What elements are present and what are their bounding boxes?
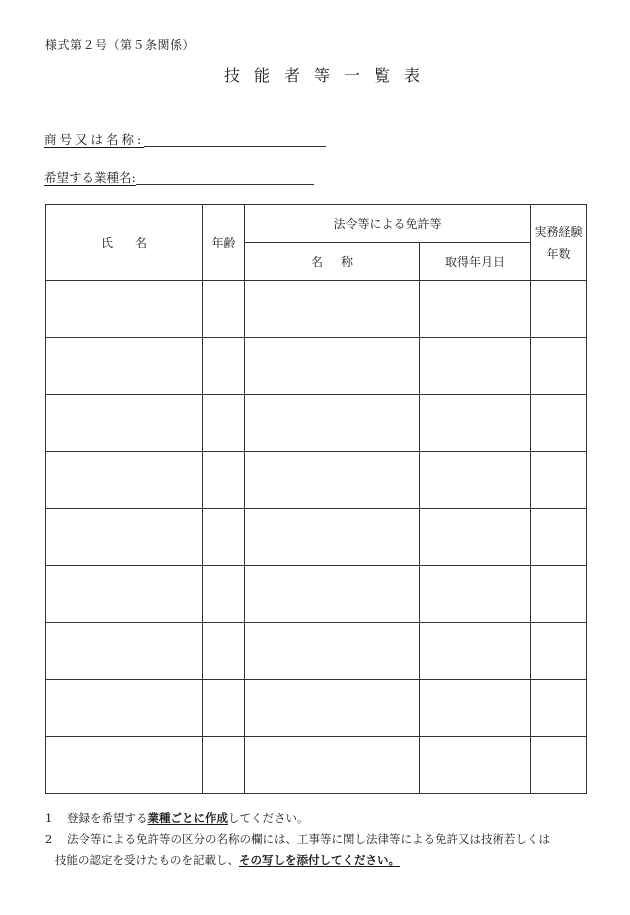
- cell-name[interactable]: [46, 737, 203, 794]
- cell-age[interactable]: [203, 737, 245, 794]
- notes: [45, 808, 595, 871]
- cell-name[interactable]: [46, 395, 203, 452]
- note-2-continuation: [45, 850, 595, 871]
- cell-age[interactable]: [203, 566, 245, 623]
- note-2-emphasis: その写しを添付してください。: [239, 853, 400, 867]
- cell-license-name[interactable]: [245, 395, 420, 452]
- technician-roster-table: [45, 204, 587, 794]
- note-2-number: 2: [45, 832, 53, 846]
- col-header-acquired-date: 取得年月日: [420, 243, 531, 281]
- note-1-text-before: 登録を希望する: [67, 811, 148, 825]
- note-1-number: 1: [45, 811, 53, 825]
- col-header-name: 氏名: [46, 205, 203, 281]
- cell-experience[interactable]: [531, 338, 587, 395]
- trade-name-input-line[interactable]: [144, 145, 326, 147]
- note-1: [45, 808, 595, 829]
- table-row: [46, 281, 587, 338]
- cell-acquired-date[interactable]: [420, 281, 531, 338]
- cell-license-name[interactable]: [245, 452, 420, 509]
- cell-acquired-date[interactable]: [420, 452, 531, 509]
- cell-name[interactable]: [46, 680, 203, 737]
- table-row: [46, 395, 587, 452]
- table-row: [46, 623, 587, 680]
- note-1-emphasis: 業種ごとに作成: [147, 811, 228, 825]
- table-row: [46, 737, 587, 794]
- note-2-line1: 法令等による免許等の区分の名称の欄には、工事等に関し法律等による免許又は技術若しくは: [67, 832, 550, 846]
- col-header-experience-line2: 年数: [546, 246, 571, 261]
- trade-name-field[interactable]: [44, 130, 326, 148]
- cell-experience[interactable]: [531, 737, 587, 794]
- cell-acquired-date[interactable]: [420, 623, 531, 680]
- note-1-body: [67, 808, 595, 829]
- cell-age[interactable]: [203, 452, 245, 509]
- cell-experience[interactable]: [531, 509, 587, 566]
- cell-age[interactable]: [203, 338, 245, 395]
- cell-name[interactable]: [46, 623, 203, 680]
- col-header-license-name: 名称: [245, 243, 420, 281]
- cell-license-name[interactable]: [245, 737, 420, 794]
- col-header-age: 年齢: [203, 205, 245, 281]
- form-number: 様式第２号（第５条関係）: [45, 38, 196, 52]
- table-row: [46, 680, 587, 737]
- cell-name[interactable]: [46, 452, 203, 509]
- cell-experience[interactable]: [531, 680, 587, 737]
- table-row: [46, 452, 587, 509]
- trade-name-label: 商号又は名称:: [44, 132, 145, 147]
- cell-name[interactable]: [46, 338, 203, 395]
- cell-license-name[interactable]: [245, 623, 420, 680]
- col-header-experience-line1: 実務経験: [534, 224, 583, 239]
- cell-name[interactable]: [46, 281, 203, 338]
- cell-license-name[interactable]: [245, 509, 420, 566]
- cell-name[interactable]: [46, 509, 203, 566]
- cell-age[interactable]: [203, 623, 245, 680]
- cell-age[interactable]: [203, 680, 245, 737]
- cell-license-name[interactable]: [245, 338, 420, 395]
- cell-age[interactable]: [203, 395, 245, 452]
- cell-experience[interactable]: [531, 281, 587, 338]
- cell-name[interactable]: [46, 566, 203, 623]
- desired-industry-label: 希望する業種名:: [44, 170, 136, 185]
- note-2: [45, 829, 595, 850]
- roster-body: [46, 281, 587, 794]
- desired-industry-field[interactable]: [44, 168, 314, 186]
- cell-experience[interactable]: [531, 452, 587, 509]
- cell-experience[interactable]: [531, 395, 587, 452]
- cell-acquired-date[interactable]: [420, 566, 531, 623]
- note-2-line2-before: 技能の認定を受けたものを記載し、: [55, 853, 239, 867]
- table-row: [46, 566, 587, 623]
- cell-acquired-date[interactable]: [420, 338, 531, 395]
- table-row: [46, 338, 587, 395]
- cell-acquired-date[interactable]: [420, 680, 531, 737]
- cell-acquired-date[interactable]: [420, 395, 531, 452]
- cell-acquired-date[interactable]: [420, 509, 531, 566]
- col-header-experience: [531, 205, 587, 281]
- col-header-license-group: 法令等による免許等: [245, 205, 531, 243]
- cell-experience[interactable]: [531, 566, 587, 623]
- cell-age[interactable]: [203, 281, 245, 338]
- cell-license-name[interactable]: [245, 566, 420, 623]
- cell-acquired-date[interactable]: [420, 737, 531, 794]
- cell-license-name[interactable]: [245, 281, 420, 338]
- document-title: 技能者等一覧表: [223, 66, 434, 85]
- table-row: [46, 509, 587, 566]
- cell-age[interactable]: [203, 509, 245, 566]
- cell-license-name[interactable]: [245, 680, 420, 737]
- desired-industry-input-line[interactable]: [136, 183, 314, 185]
- note-1-text-after: してください。: [228, 811, 309, 825]
- cell-experience[interactable]: [531, 623, 587, 680]
